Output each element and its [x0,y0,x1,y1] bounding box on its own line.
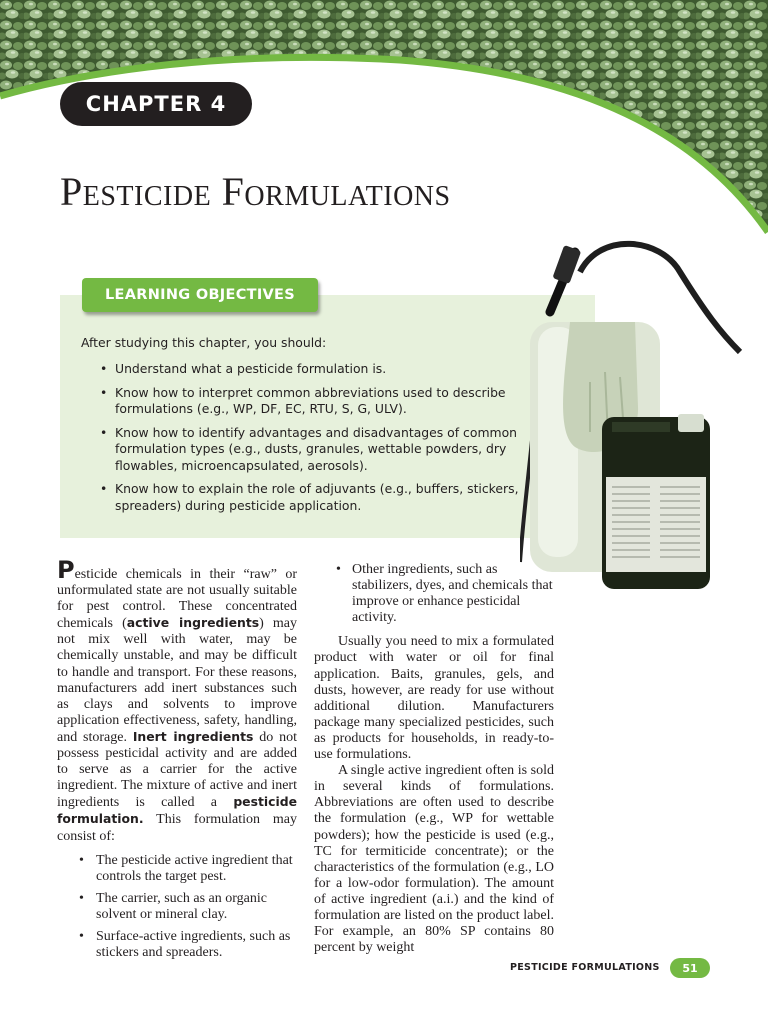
running-footer: PESTICIDE FORMULATIONS [510,962,660,973]
list-item: • Surface-active ingredients, such as stickers and spreaders. [57,929,297,961]
chapter-label: CHAPTER 4 [60,82,252,126]
sprayer-and-jug-photo [520,232,760,592]
objective-item: • Understand what a pesticide formulation is. [100,361,520,378]
formulation-components-list [57,853,297,962]
page-number: 51 [670,958,710,978]
mixing-paragraph: Usually you need to mix a formulated product with water or oil for final application. Baits, granules, gels, and dusts, however, are ready for use without additional dilution. Manufacturers package many specialized pesticides, such as products for households, in ready-to-use formulations. [314,634,554,763]
learning-objectives-list [100,361,520,521]
objective-item: • Know how to explain the role of adjuvants (e.g., buffers, stickers, spreaders) during pesticide application. [100,481,520,514]
term-active-ingredients: active ingredients [126,615,260,631]
term-inert-ingredients: Inert ingredients [132,728,254,744]
paragraph-text: esticide chemicals in their “raw” or unformulated state are not usually suitable for pest control. These concentrated chemicals ( [57,567,297,632]
intro-paragraph [57,556,297,845]
formulation-components-list-continued [314,562,554,626]
objective-item: • Know how to identify advantages and disadvantages of common formulation types (e.g., dusts, granules, wettable powders, dry flowables, microencapsulated, aerosols). [100,425,520,475]
list-item: • The pesticide active ingredient that controls the target pest. [57,853,297,885]
body-column-right [314,562,554,956]
paragraph-text: This formulation may consist of: [57,812,297,844]
paragraph-text: ) may not mix well with water, may be chemically unstable, and may be difficult to handle and transport. For these reasons, manufacturers add inert substances such as clays and solvents to improve application effectiveness, safety, handling, and storage. [57,616,297,745]
page-title: Pesticide Formulations [60,169,451,214]
objective-item: • Know how to interpret common abbreviations used to describe formulations (e.g., WP, DF, EC, RTU, S, G, ULV). [100,385,520,418]
learning-objectives-intro: After studying this chapter, you should: [81,335,327,350]
list-item: • Other ingredients, such as stabilizers, dyes, and chemicals that improve or enhance pesticidal activity. [314,562,554,626]
body-column-left [57,556,297,967]
list-item: • The carrier, such as an organic solvent or mineral clay. [57,891,297,923]
term-pesticide-formulation: pesticide formulation. [57,794,297,827]
paragraph-text: do not possess pesticidal activity and are added to serve as a carrier for the active ingredient. The mixture of active and inert ingredients is called a [57,729,297,811]
learning-objectives-heading: LEARNING OBJECTIVES [82,278,318,312]
drop-cap: P [57,556,75,584]
abbreviations-paragraph: A single active ingredient often is sold in several kinds of formulations. Abbreviations are often used to describe the formulation (e.g., WP for wettable powders); how the pesticide is used (e.g., TC for termiticide concentrate); or the characteristics of the formulation (e.g., LO for a low-odor formulation). The amount of active ingredient (a.i.) and the kind of formulation are listed on the product label. For example, an 80% SP contains 80 percent by weight [314,763,554,956]
